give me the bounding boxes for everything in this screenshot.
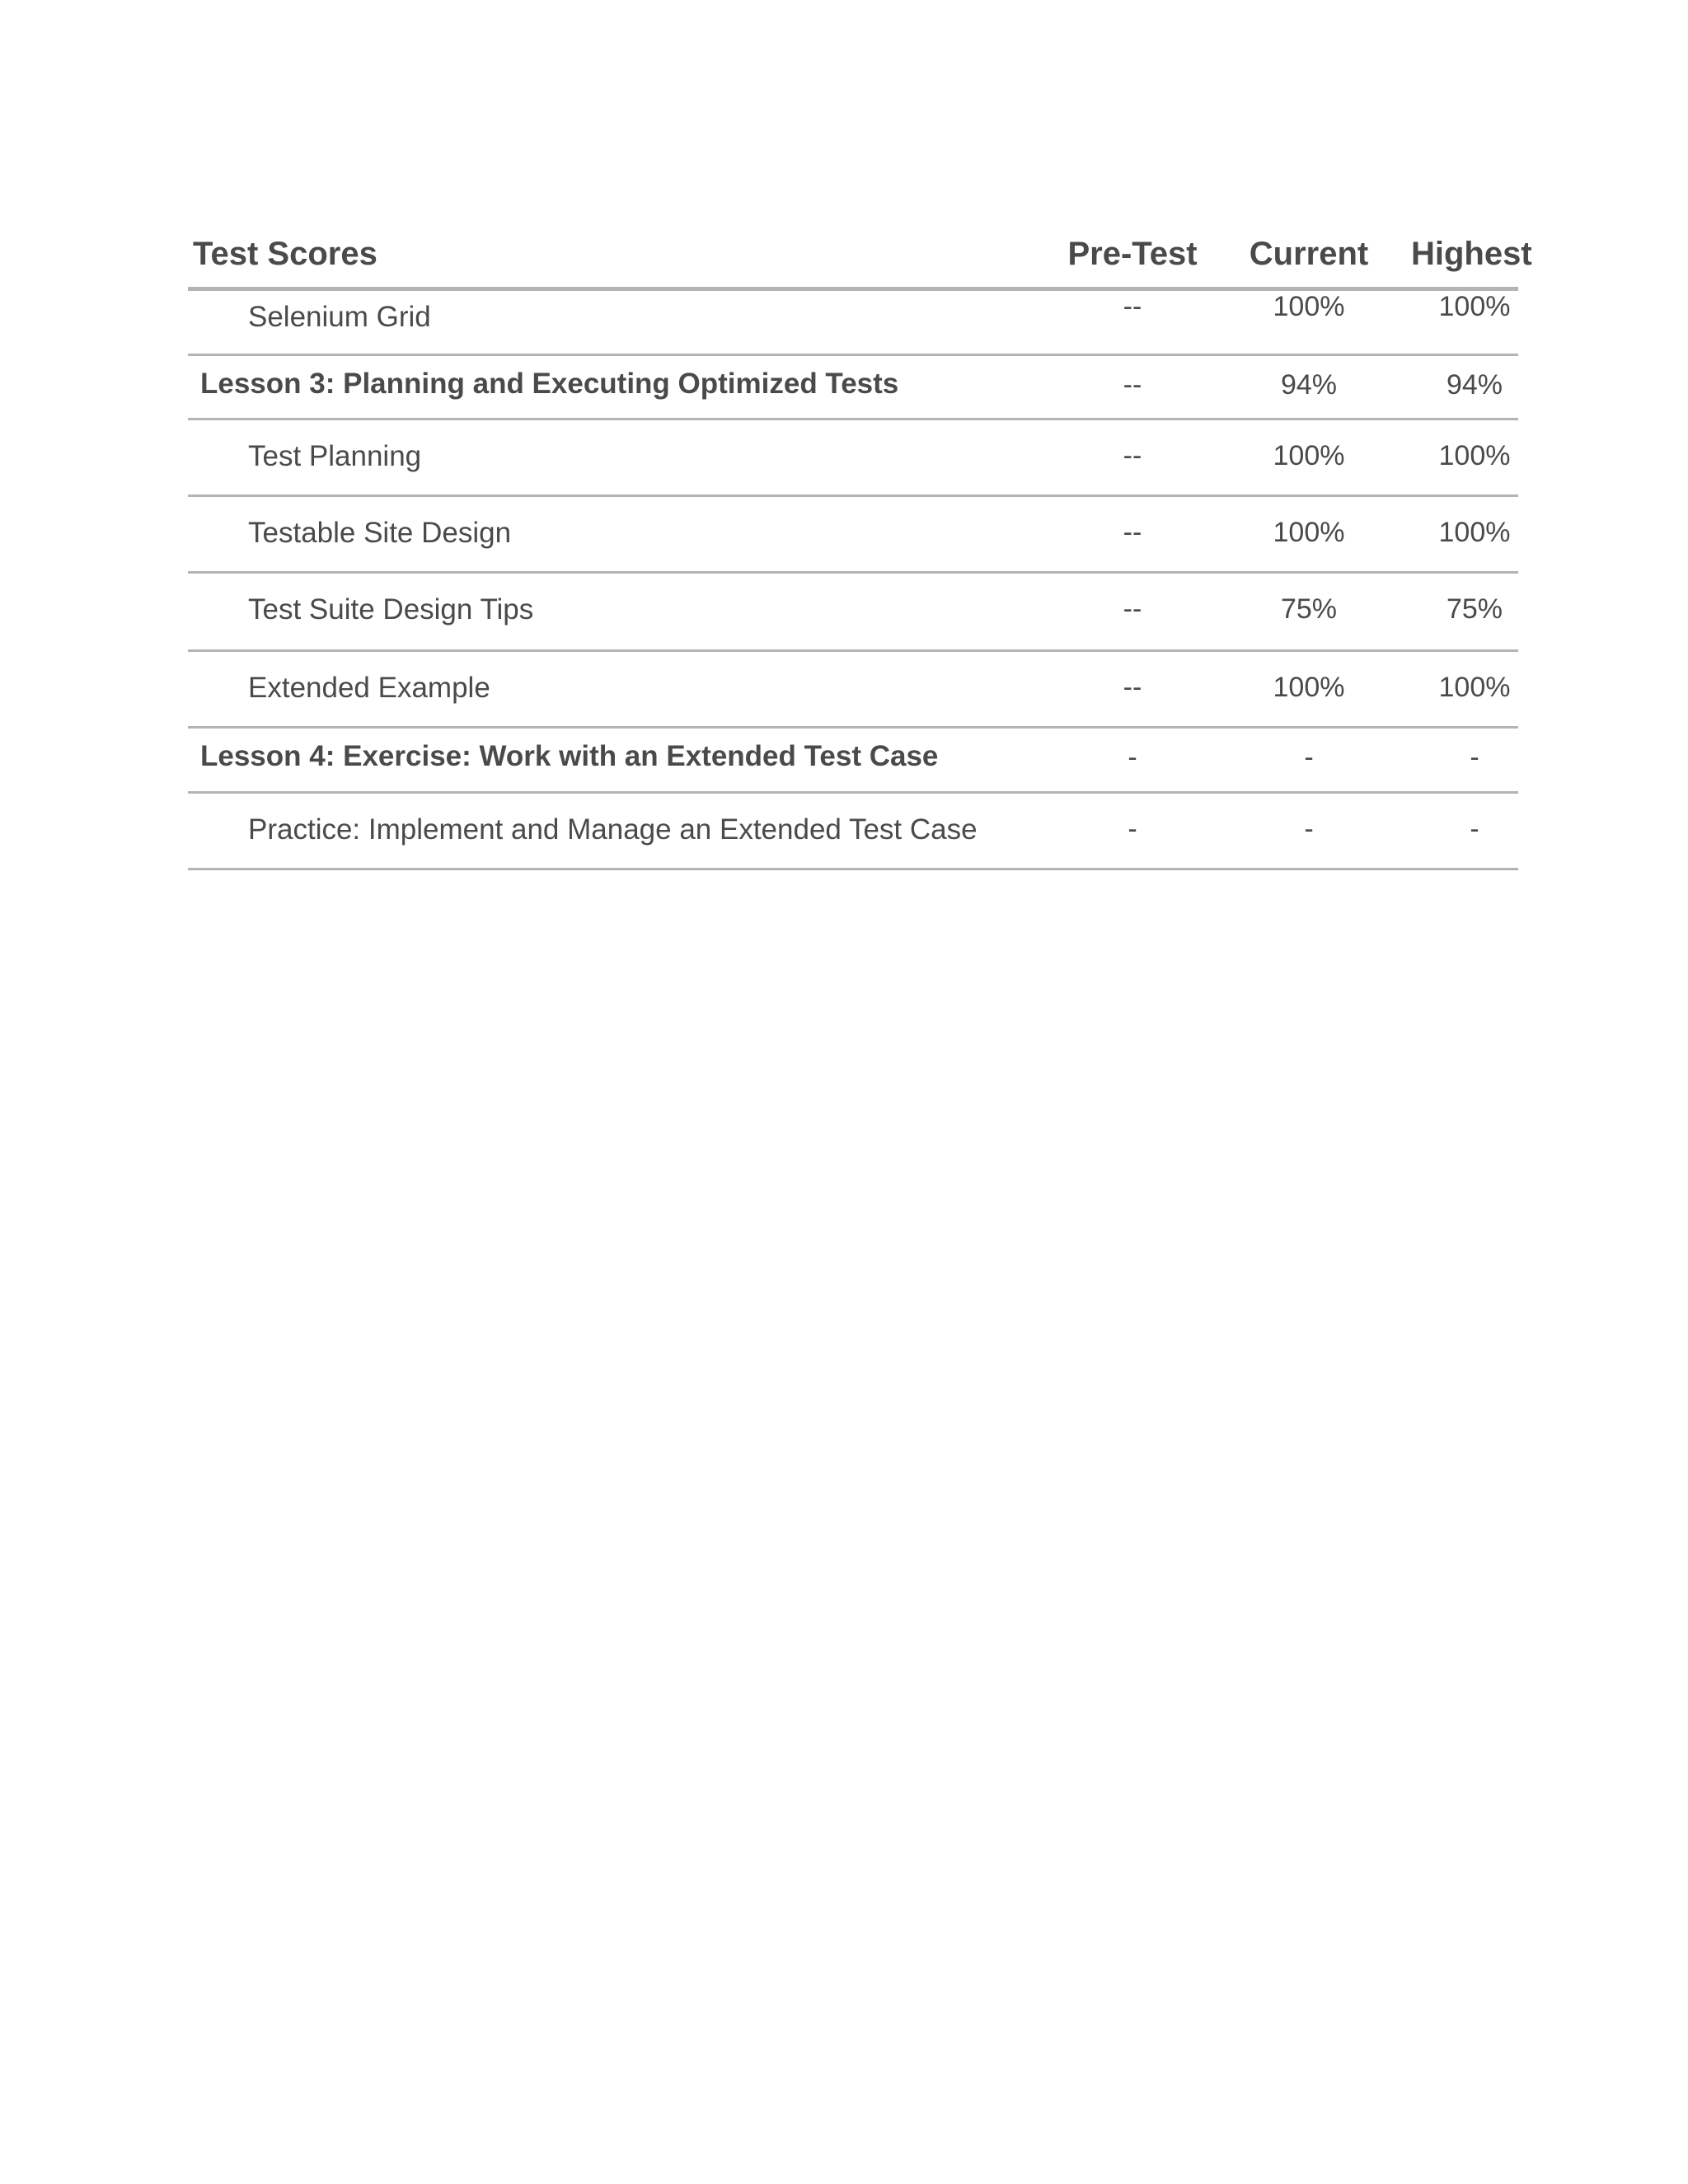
pretest-score: -- — [1123, 517, 1142, 548]
column-header-pretest: Pre-Test — [1067, 236, 1198, 272]
pretest-score: - — [1128, 742, 1137, 773]
table-row-topic — [188, 574, 1518, 652]
current-score: 100% — [1273, 291, 1345, 322]
pretest-score: -- — [1123, 593, 1142, 625]
lesson-label: Lesson 3: Planning and Executing Optimized Tests — [200, 368, 899, 400]
pretest-score: -- — [1123, 291, 1142, 322]
topic-label: Test Suite Design Tips — [248, 593, 534, 626]
pretest-score: -- — [1123, 440, 1142, 471]
table-title: Test Scores — [193, 236, 377, 272]
topic-label: Testable Site Design — [248, 517, 512, 549]
table-row-topic — [188, 794, 1518, 870]
highest-score: - — [1470, 742, 1479, 773]
table-row-topic — [188, 420, 1518, 497]
highest-score: 75% — [1446, 593, 1503, 625]
table-row-topic — [188, 291, 1518, 356]
highest-score: - — [1470, 813, 1479, 845]
current-score: 100% — [1273, 440, 1345, 471]
current-score: 100% — [1273, 672, 1345, 703]
column-header-current: Current — [1249, 236, 1369, 272]
topic-label: Extended Example — [248, 672, 490, 704]
table-header — [188, 231, 1532, 291]
topic-label: Selenium Grid — [248, 301, 431, 333]
table-row-topic — [188, 497, 1518, 574]
lesson-label: Lesson 4: Exercise: Work with an Extended Test Case — [200, 740, 939, 772]
test-scores-table — [188, 231, 1532, 870]
highest-score: 100% — [1438, 672, 1511, 703]
topic-label: Practice: Implement and Manage an Extended Test Case — [248, 813, 978, 846]
table-row-lesson — [188, 729, 1518, 794]
highest-score: 100% — [1438, 440, 1511, 471]
topic-label: Test Planning — [248, 440, 422, 472]
highest-score: 100% — [1438, 291, 1511, 322]
highest-score: 94% — [1446, 369, 1503, 401]
current-score: 100% — [1273, 517, 1345, 548]
pretest-score: -- — [1123, 369, 1142, 401]
current-score: 75% — [1280, 593, 1338, 625]
current-score: - — [1304, 742, 1314, 773]
current-score: - — [1304, 813, 1314, 845]
column-header-highest: Highest — [1411, 236, 1532, 272]
current-score: 94% — [1280, 369, 1338, 401]
table-row-topic — [188, 652, 1518, 729]
highest-score: 100% — [1438, 517, 1511, 548]
pretest-score: - — [1128, 813, 1137, 845]
table-row-lesson — [188, 356, 1518, 420]
pretest-score: -- — [1123, 672, 1142, 703]
